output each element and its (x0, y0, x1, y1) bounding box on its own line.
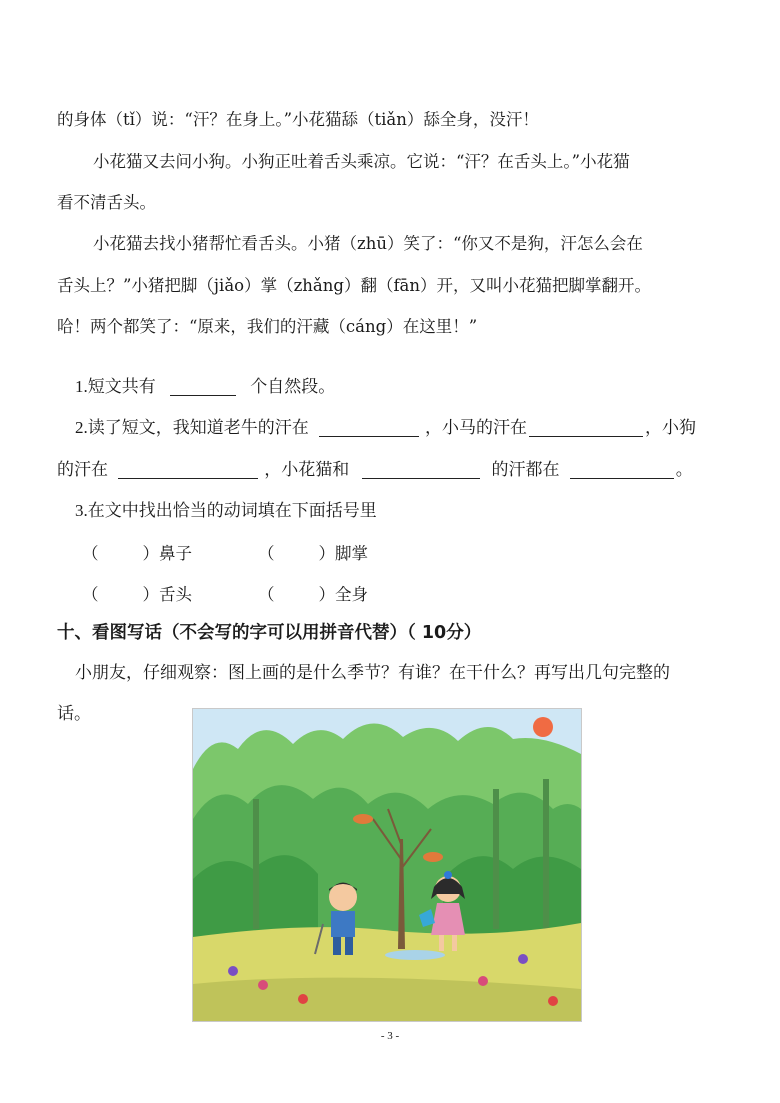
writing-prompt: 小朋友，仔细观察：图上画的是什么季节？有谁？在干什么？再写出几句完整的 (75, 663, 670, 682)
question-text: 2.读了短文，我知道老牛的汗在 (75, 418, 309, 437)
bird-icon (353, 814, 373, 824)
question-2-line-1 (75, 416, 696, 440)
question-text: ，小狗 (645, 418, 696, 437)
flower-icon (298, 994, 308, 1004)
passage-line: 的身体（tǐ）说：“汗？在身上。”小花猫舔（tiǎn）舔全身，没汗！ (57, 110, 539, 129)
question-text: 1.短文共有 (75, 377, 156, 396)
tree-trunk (493, 789, 499, 929)
answer-blank[interactable] (319, 418, 419, 437)
question-text: 的汗都在 (491, 460, 560, 479)
writing-picture (192, 708, 582, 1022)
fill-item[interactable]: （ ）舌头 (82, 585, 192, 604)
girl-dress (431, 903, 465, 935)
passage-line: 哈！两个都笑了：“原来，我们的汗藏（cáng）在这里！” (57, 317, 478, 336)
answer-blank[interactable] (170, 377, 236, 396)
passage-line: 小花猫又去问小狗。小狗正吐着舌头乘凉。它说：“汗？在舌头上。”小花猫 (93, 152, 630, 171)
girl-leg (439, 935, 444, 951)
flower-icon (518, 954, 528, 964)
tree-trunk (543, 779, 549, 929)
question-text: 的汗在 (57, 460, 108, 479)
flower-icon (478, 976, 488, 986)
question-2-line-2 (57, 458, 693, 482)
answer-blank[interactable] (570, 460, 674, 479)
boy-leg (345, 937, 353, 955)
question-text: ，小马的汗在 (425, 418, 527, 437)
answer-blank[interactable] (118, 460, 258, 479)
passage-line: 舌头上？”小猪把脚（jiǎo）掌（zhǎng）翻（fān）开，又叫小花猫把脚掌翻开。 (57, 276, 652, 295)
boy-leg (333, 937, 341, 955)
forest-scene-illustration (193, 709, 581, 1021)
fill-item[interactable]: （ ）鼻子 (82, 544, 192, 563)
question-1 (75, 375, 335, 399)
answer-blank[interactable] (362, 460, 480, 479)
girl-leg (452, 935, 457, 951)
flower-icon (258, 980, 268, 990)
flower-icon (228, 966, 238, 976)
boy-head (329, 883, 357, 911)
fill-item[interactable]: （ ）脚掌 (258, 544, 368, 563)
question-text: ，小花猫和 (264, 460, 350, 479)
page-number: - 3 - (380, 1030, 400, 1042)
question-3: 3.在文中找出恰当的动词填在下面括号里 (75, 501, 377, 520)
hair-bow (444, 871, 452, 879)
fill-item[interactable]: （ ）全身 (258, 585, 368, 604)
boy-shirt (331, 911, 355, 937)
question-text: 个自然段。 (250, 377, 336, 396)
bird-icon (423, 852, 443, 862)
flower-icon (548, 996, 558, 1006)
tree-trunk (253, 799, 259, 929)
water-puddle (385, 950, 445, 960)
sun-icon (533, 717, 553, 737)
passage-line: 小花猫去找小猪帮忙看舌头。小猪（zhū）笑了：“你又不是狗，汗怎么会在 (93, 234, 643, 253)
writing-prompt: 话。 (57, 704, 91, 723)
passage-line: 看不清舌头。 (57, 193, 156, 212)
answer-blank[interactable] (529, 418, 643, 437)
section-heading: 十、看图写话（不会写的字可以用拼音代替）（ 10分） (57, 623, 482, 643)
question-text: 。 (675, 460, 693, 479)
